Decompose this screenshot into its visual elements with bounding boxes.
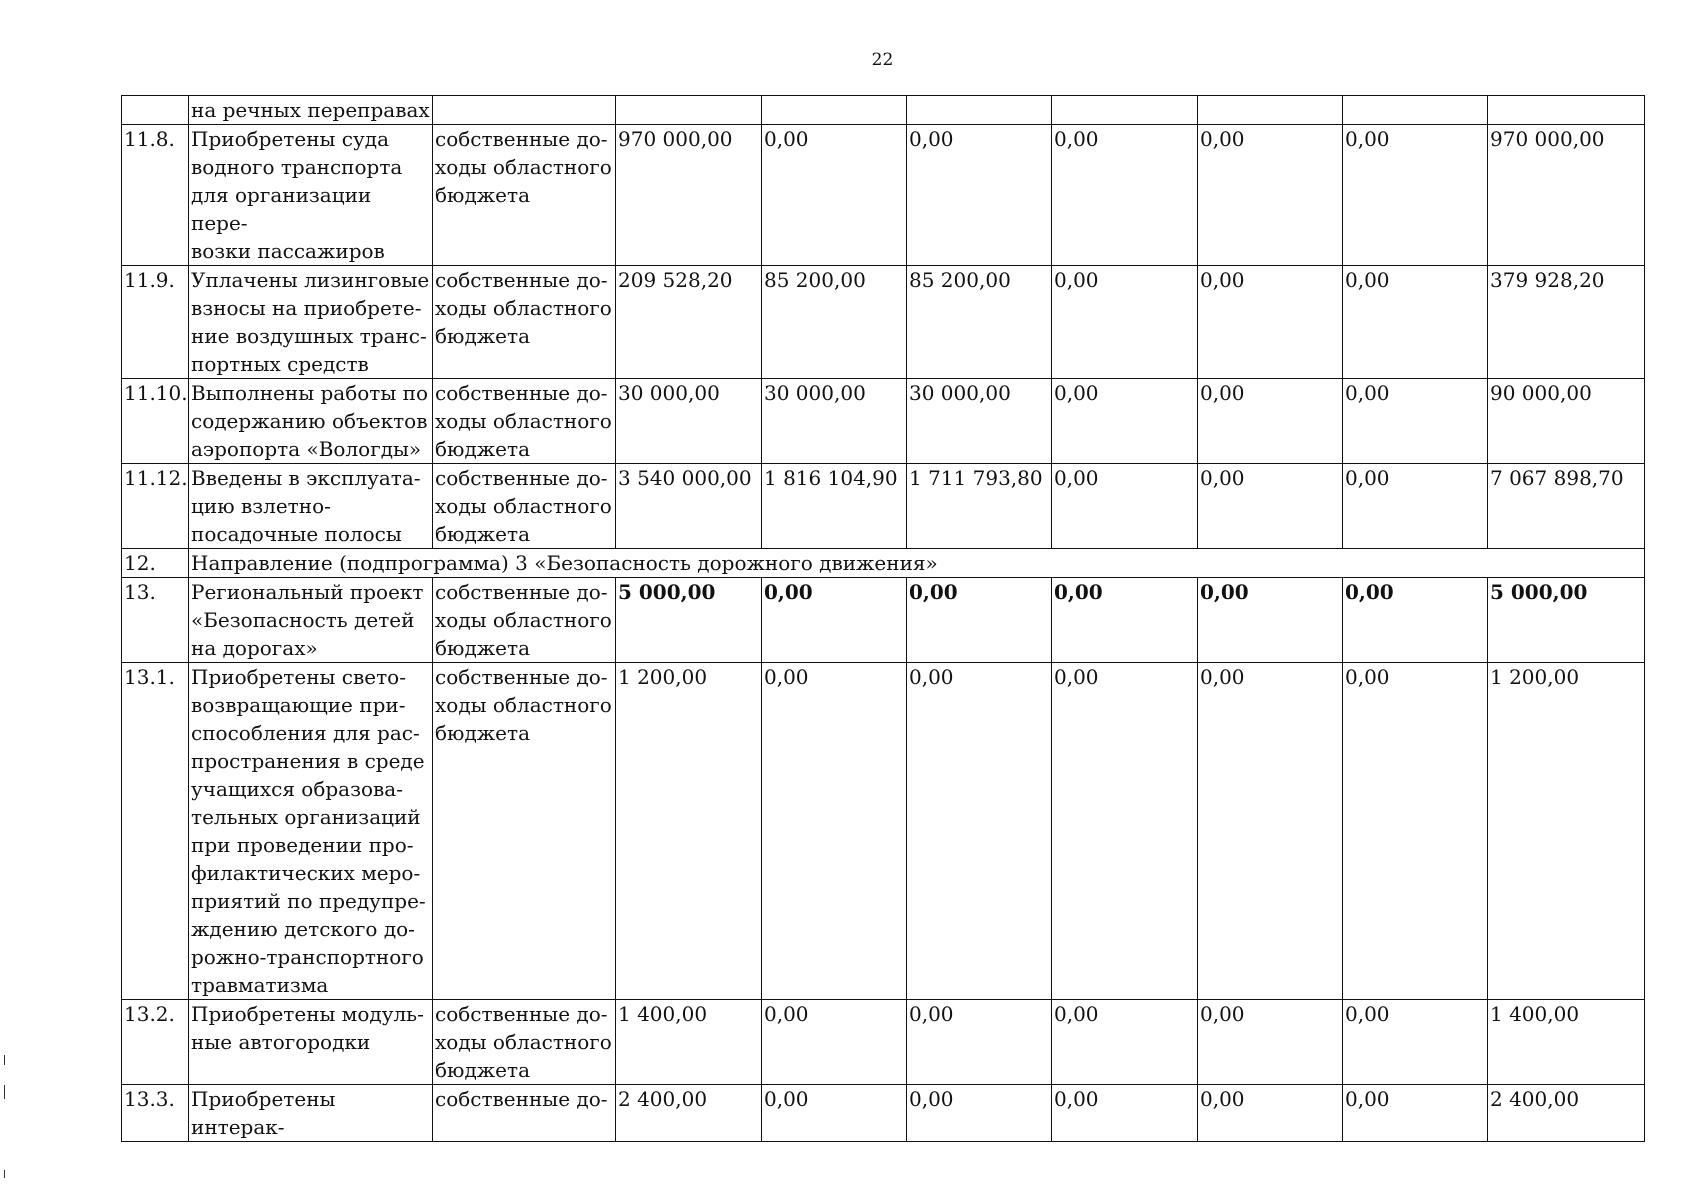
row-name-cell-line: ждению детского до- (191, 917, 415, 941)
amount-cell: 0,00 (907, 663, 1052, 1000)
amount-cell: 209 528,20 (616, 266, 762, 379)
amount-cell: 0,00 (1343, 663, 1488, 1000)
row-name-cell-line: аэропорта «Вологды» (191, 437, 422, 461)
amount-cell: 0,00 (1198, 379, 1343, 464)
funding-source-cell-line: бюджета (435, 183, 530, 207)
amount-cell: 3 540 000,00 (616, 464, 762, 549)
section-title-cell: Направление (подпрограмма) 3 «Безопасность дорожного движения» (189, 549, 1645, 578)
amount-cell: 970 000,00 (616, 125, 762, 266)
amount-cell: 0,00 (907, 1000, 1052, 1085)
row-name-cell-line: рожно-транспортного (191, 945, 424, 969)
amount-cell: 379 928,20 (1488, 266, 1645, 379)
row-name-cell-line: ние воздушных транс- (191, 324, 427, 348)
table-row (122, 1085, 1645, 1142)
amount-cell: 0,00 (1052, 125, 1198, 266)
amount-cell: 0,00 (1198, 578, 1343, 663)
row-number-cell: 11.8. (122, 125, 189, 266)
funding-source-cell (433, 266, 616, 379)
margin-mark (4, 1170, 5, 1178)
funding-source-cell (433, 1000, 616, 1085)
funding-source-cell (433, 96, 616, 125)
funding-source-cell (433, 379, 616, 464)
funding-source-cell (433, 1085, 616, 1142)
funding-source-cell-line: ходы областного (435, 296, 612, 320)
amount-cell: 0,00 (762, 663, 907, 1000)
amount-cell: 0,00 (1343, 464, 1488, 549)
funding-source-cell-line: бюджета (435, 522, 530, 546)
margin-mark (4, 1055, 5, 1065)
table-row (122, 266, 1645, 379)
amount-cell: 0,00 (1052, 578, 1198, 663)
amount-cell: 0,00 (1052, 464, 1198, 549)
amount-cell (907, 96, 1052, 125)
funding-source-cell-line: собственные до- (435, 580, 608, 604)
funding-source-cell-line: ходы областного (435, 155, 612, 179)
page-number: 22 (871, 50, 894, 70)
row-name-cell-line: Выполнены работы по (191, 381, 428, 405)
amount-cell (1343, 96, 1488, 125)
row-name-cell-line: Приобретены суда (191, 127, 390, 151)
row-name-cell-line: на речных переправах (191, 98, 430, 122)
table-row (122, 578, 1645, 663)
amount-cell: 0,00 (1052, 1085, 1198, 1142)
amount-cell: 0,00 (1198, 1000, 1343, 1085)
row-number-cell: 11.12. (122, 464, 189, 549)
amount-cell (1488, 96, 1645, 125)
amount-cell: 0,00 (1052, 379, 1198, 464)
amount-cell: 0,00 (1343, 578, 1488, 663)
budget-table (121, 95, 1645, 1142)
amount-cell: 0,00 (1198, 663, 1343, 1000)
row-name-cell-line: водного транспорта (191, 155, 403, 179)
amount-cell: 2 400,00 (1488, 1085, 1645, 1142)
row-name-cell (189, 379, 433, 464)
amount-cell: 0,00 (1052, 266, 1198, 379)
amount-cell: 0,00 (1198, 125, 1343, 266)
funding-source-cell-line: собственные до- (435, 466, 608, 490)
amount-cell: 0,00 (1343, 1000, 1488, 1085)
funding-source-cell-line: бюджета (435, 1058, 530, 1082)
amount-cell: 0,00 (1052, 663, 1198, 1000)
row-name-cell-line: «Безопасность детей (191, 608, 415, 632)
row-name-cell-line: при проведении про- (191, 833, 414, 857)
amount-cell (616, 96, 762, 125)
amount-cell: 90 000,00 (1488, 379, 1645, 464)
table-row (122, 379, 1645, 464)
amount-cell: 1 200,00 (616, 663, 762, 1000)
amount-cell: 970 000,00 (1488, 125, 1645, 266)
amount-cell: 0,00 (907, 578, 1052, 663)
amount-cell: 0,00 (762, 1085, 907, 1142)
amount-cell: 0,00 (1343, 1085, 1488, 1142)
row-name-cell (189, 266, 433, 379)
row-name-cell-line: Приобретены свето- (191, 665, 406, 689)
funding-source-cell-line: собственные до- (435, 1002, 608, 1026)
row-name-cell-line: посадочные полосы (191, 522, 402, 546)
row-name-cell-line: травматизма (191, 973, 329, 997)
amount-cell: 7 067 898,70 (1488, 464, 1645, 549)
row-name-cell-line: ные автогородки (191, 1030, 371, 1054)
funding-source-cell-line: ходы областного (435, 608, 612, 632)
funding-source-cell-line: бюджета (435, 324, 530, 348)
amount-cell: 0,00 (1198, 464, 1343, 549)
amount-cell: 2 400,00 (616, 1085, 762, 1142)
row-name-cell-line: Уплачены лизинговые (191, 268, 430, 292)
row-name-cell-line: возвращающие при- (191, 693, 406, 717)
amount-cell: 0,00 (762, 578, 907, 663)
row-name-cell-line: Приобретены модуль- (191, 1002, 424, 1026)
table-row (122, 125, 1645, 266)
amount-cell: 0,00 (1343, 266, 1488, 379)
row-number-cell: 12. (122, 549, 189, 578)
row-name-cell-line: филактических меро- (191, 861, 421, 885)
funding-source-cell-line: собственные до- (435, 665, 608, 689)
row-name-cell-line: портных средств (191, 352, 369, 376)
funding-source-cell-line: бюджета (435, 721, 530, 745)
row-name-cell (189, 464, 433, 549)
row-number-cell: 11.10. (122, 379, 189, 464)
funding-source-cell (433, 125, 616, 266)
row-name-cell-line: учащихся образова- (191, 777, 403, 801)
row-name-cell (189, 125, 433, 266)
table-row (122, 663, 1645, 1000)
row-name-cell-line: возки пассажиров (191, 239, 385, 263)
table-row (122, 1000, 1645, 1085)
funding-source-cell (433, 578, 616, 663)
row-number-cell: 11.9. (122, 266, 189, 379)
funding-source-cell-line: ходы областного (435, 494, 612, 518)
row-name-cell-line: содержанию объектов (191, 409, 428, 433)
amount-cell: 30 000,00 (616, 379, 762, 464)
row-name-cell-line: Региональный проект (191, 580, 424, 604)
row-name-cell-line: на дорогах» (191, 636, 318, 660)
amount-cell: 1 711 793,80 (907, 464, 1052, 549)
amount-cell (1052, 96, 1198, 125)
funding-source-cell-line: ходы областного (435, 1030, 612, 1054)
funding-source-cell-line: бюджета (435, 636, 530, 660)
row-number-cell: 13.1. (122, 663, 189, 1000)
amount-cell: 30 000,00 (762, 379, 907, 464)
funding-source-cell-line: собственные до- (435, 127, 608, 151)
amount-cell: 0,00 (1052, 1000, 1198, 1085)
funding-source-cell (433, 464, 616, 549)
row-name-cell-line: Приобретены интерак- (191, 1087, 336, 1139)
funding-source-cell-line: собственные до- (435, 268, 608, 292)
row-name-cell-line: пространения в среде (191, 749, 425, 773)
row-name-cell (189, 1000, 433, 1085)
row-number-cell: 13.3. (122, 1085, 189, 1142)
row-name-cell-line: способления для рас- (191, 721, 420, 745)
amount-cell: 1 400,00 (616, 1000, 762, 1085)
amount-cell: 0,00 (762, 1000, 907, 1085)
amount-cell: 5 000,00 (616, 578, 762, 663)
amount-cell: 0,00 (1198, 266, 1343, 379)
row-name-cell-line: взносы на приобрете- (191, 296, 422, 320)
funding-source-cell (433, 663, 616, 1000)
amount-cell: 0,00 (762, 125, 907, 266)
amount-cell: 1 400,00 (1488, 1000, 1645, 1085)
row-name-cell (189, 96, 433, 125)
amount-cell: 85 200,00 (907, 266, 1052, 379)
amount-cell: 1 200,00 (1488, 663, 1645, 1000)
row-name-cell (189, 578, 433, 663)
table-body (122, 96, 1645, 1142)
amount-cell: 0,00 (907, 1085, 1052, 1142)
section-row (122, 549, 1645, 578)
funding-source-cell-line: собственные до- (435, 381, 608, 405)
table-row (122, 464, 1645, 549)
row-name-cell (189, 663, 433, 1000)
amount-cell: 85 200,00 (762, 266, 907, 379)
margin-mark (4, 1085, 5, 1099)
row-name-cell-line: приятий по предупре- (191, 889, 426, 913)
row-name-cell (189, 1085, 433, 1142)
amount-cell (762, 96, 907, 125)
table-row (122, 96, 1645, 125)
row-name-cell-line: тельных организаций (191, 805, 421, 829)
funding-source-cell-line: ходы областного (435, 693, 612, 717)
amount-cell: 5 000,00 (1488, 578, 1645, 663)
row-number-cell: 13.2. (122, 1000, 189, 1085)
amount-cell: 0,00 (1343, 125, 1488, 266)
amount-cell: 0,00 (1343, 379, 1488, 464)
funding-source-cell-line: бюджета (435, 437, 530, 461)
funding-source-cell-line: собственные до- (435, 1087, 608, 1111)
amount-cell: 30 000,00 (907, 379, 1052, 464)
funding-source-cell-line: ходы областного (435, 409, 612, 433)
amount-cell (1198, 96, 1343, 125)
row-number-cell: 13. (122, 578, 189, 663)
amount-cell: 1 816 104,90 (762, 464, 907, 549)
amount-cell: 0,00 (1198, 1085, 1343, 1142)
row-name-cell-line: для организации пере- (191, 183, 372, 235)
amount-cell: 0,00 (907, 125, 1052, 266)
row-number-cell (122, 96, 189, 125)
row-name-cell-line: цию взлетно- (191, 494, 331, 518)
row-name-cell-line: Введены в эксплуата- (191, 466, 421, 490)
